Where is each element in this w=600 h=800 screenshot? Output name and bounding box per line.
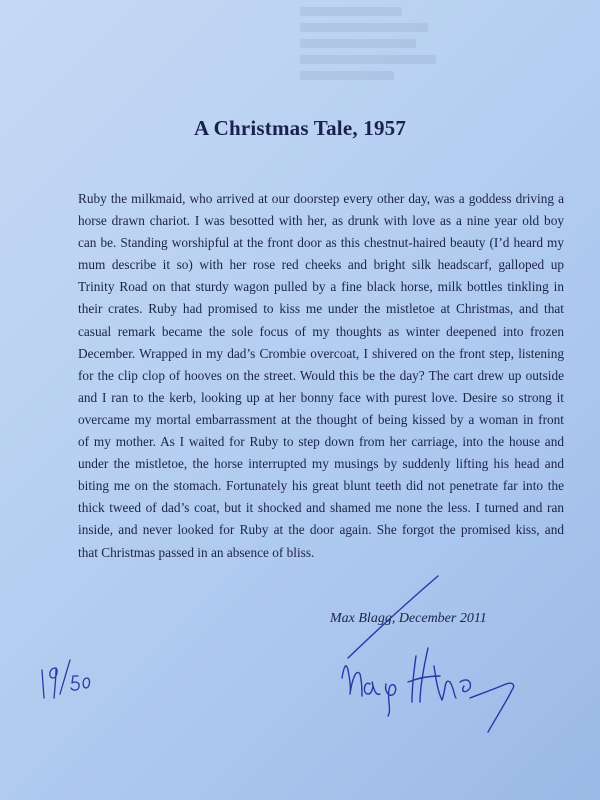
body-line: inside, and never looked for Ruby at the door again. She forgot the promised kiss, and (78, 522, 564, 538)
body-line: can be. Standing worshipful at the front door as this chestnut-haired beauty (I’d heard my (78, 235, 564, 251)
bleed-through-text (300, 0, 470, 95)
body-line: biting me on the stomach. Fortunately his great blunt teeth did not penetrate far into the (78, 478, 564, 494)
body-line: casual remark became the sole focus of my thoughts as winter deepened into frozen (78, 323, 564, 339)
author-signature (320, 570, 540, 740)
body-line: December. Wrapped in my dad’s Crombie overcoat, I shivered on the front step, listening (78, 345, 564, 361)
body-line: and I ran to the kerb, looking up at her bonny face with purest love. Desire so strong it (78, 389, 564, 405)
author-date-caption: Max Blagg, December 2011 (330, 611, 487, 626)
body-line: mum describe it so) with her rose red cheeks and bright silk headscarf, galloped up (78, 257, 564, 273)
body-line: thick tweed of dad’s coat, but it shocked and shamed me none the less. I turned and ran (78, 500, 564, 516)
body-line: for the clip clop of hooves on the street. Would this be the day? The cart drew up outside (78, 367, 564, 383)
body-line: their crates. Ruby had promised to kiss me under the mistletoe at Christmas, and that (78, 301, 564, 317)
body-line: horse drawn chariot. I was besotted with her, as drunk with love as a nine year old boy (78, 213, 564, 229)
story-body (78, 188, 564, 564)
edition-number-handwritten (38, 654, 118, 704)
document-title: A Christmas Tale, 1957 (193, 116, 407, 140)
body-line: that Christmas passed in an absence of bliss. (78, 544, 315, 560)
body-line: of my mother. As I waited for Ruby to step down from her carriage, into the house and (78, 434, 564, 450)
body-line: overcame my mortal embarrassment at the thought of being kissed by a woman in front (78, 411, 564, 427)
body-line: Ruby the milkmaid, who arrived at our doorstep every other day, was a goddess driving a (78, 191, 564, 206)
body-line: under the mistletoe, the horse interrupted my musings by suddenly lifting his head and (78, 456, 564, 472)
body-line: Trinity Road on that sturdy wagon pulled by a fine black horse, milk bottles tinkling in (78, 279, 564, 295)
